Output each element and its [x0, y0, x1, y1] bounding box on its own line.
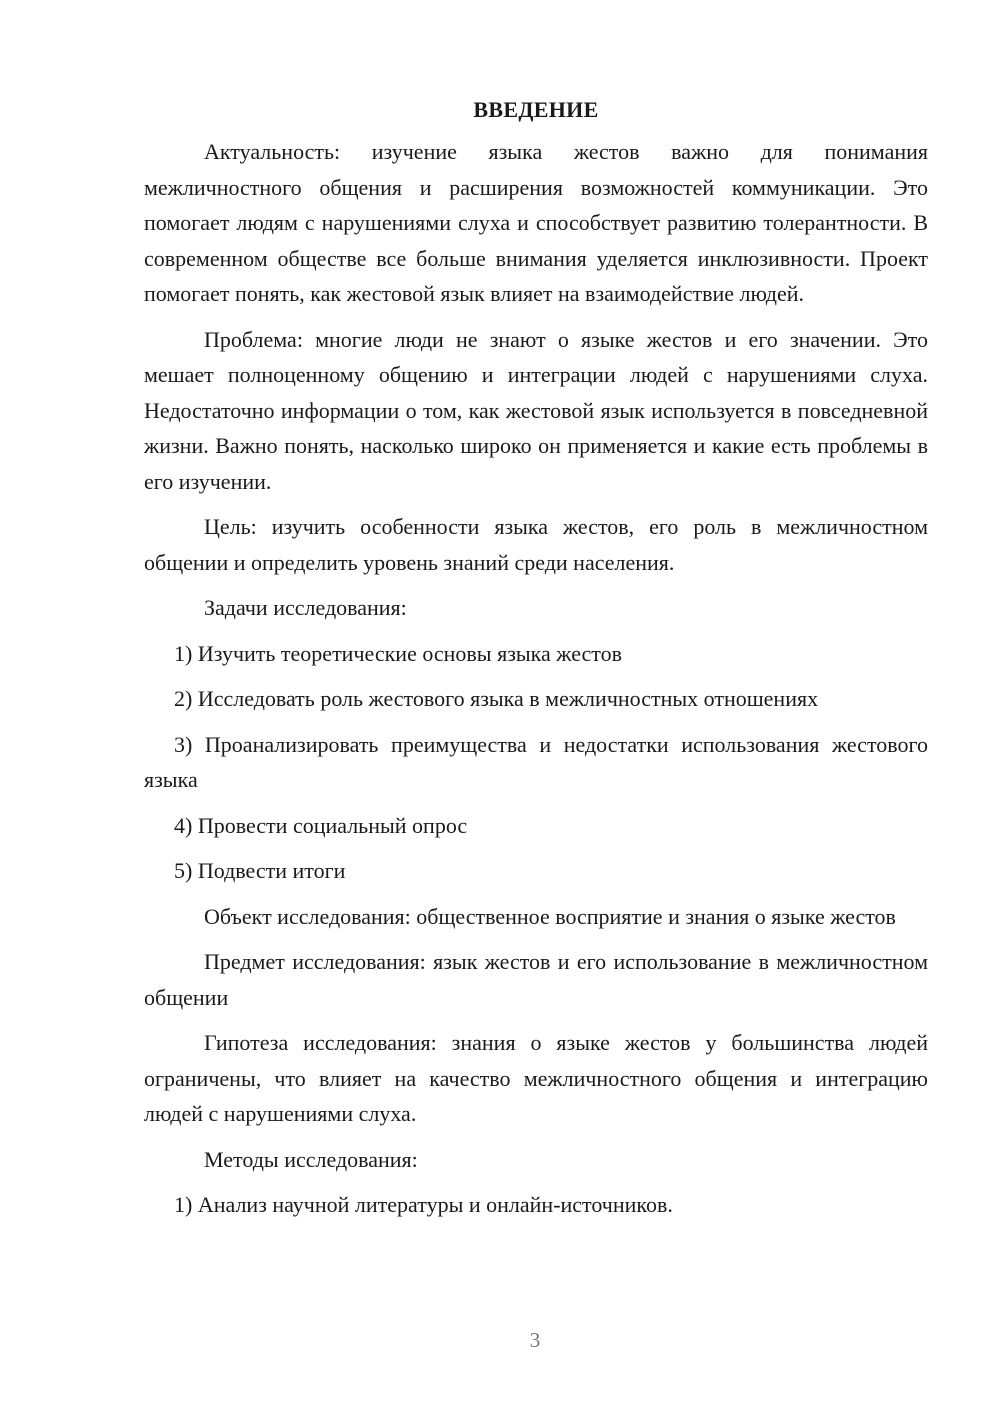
page-content	[144, 92, 928, 1233]
task-item: 1) Изучить теоретические основы языка жестов	[174, 640, 622, 666]
paragraph-goal: Цель: изучить особенности языка жестов, его роль в межличностном общении и определить уровень знаний среди населения.	[144, 514, 928, 575]
page-number: 3	[529, 1328, 541, 1352]
methods-heading: Методы исследования:	[204, 1146, 418, 1172]
paragraph-subject: Предмет исследования: язык жестов и его использование в межличностном общении	[144, 949, 928, 1010]
task-item: 5) Подвести итоги	[174, 858, 346, 883]
task-item: 3) Проанализировать преимущества и недостатки использования жестового языка	[144, 731, 928, 792]
paragraph-relevance: Актуальность: изучение языка жестов важно для понимания межличностного общения и расширения возможностей коммуникации. Это помогает людям с нарушениями слуха и способствует развитию толерантности. В современном обществе все больше внимания уделяется инклюзивности. Проект помогает понять, как жестовой язык влияет на взаимодействие людей.	[144, 139, 928, 306]
method-item: 1) Анализ научной литературы и онлайн-источников.	[174, 1192, 673, 1217]
paragraph-problem: Проблема: многие люди не знают о языке жестов и его значении. Это мешает полноценному общению и интеграции людей с нарушениями слуха. Недостаточно информации о том, как жестовой язык используется в повседневной жизни. Важно понять, насколько широко он применяется и какие есть проблемы в его изучении.	[144, 326, 928, 494]
task-item: 4) Провести социальный опрос	[174, 812, 468, 838]
section-title: ВВЕДЕНИЕ	[473, 97, 599, 122]
task-item: 2) Исследовать роль жестового языка в межличностных отношениях	[174, 686, 819, 711]
paragraph-hypothesis: Гипотеза исследования: знания о языке жестов у большинства людей ограничены, что влияет на качество межличностного общения и интеграцию людей с нарушениями слуха.	[144, 1030, 928, 1126]
tasks-heading: Задачи исследования:	[204, 595, 407, 620]
paragraph-object: Объект исследования: общественное восприятие и знания о языке жестов	[204, 903, 896, 929]
